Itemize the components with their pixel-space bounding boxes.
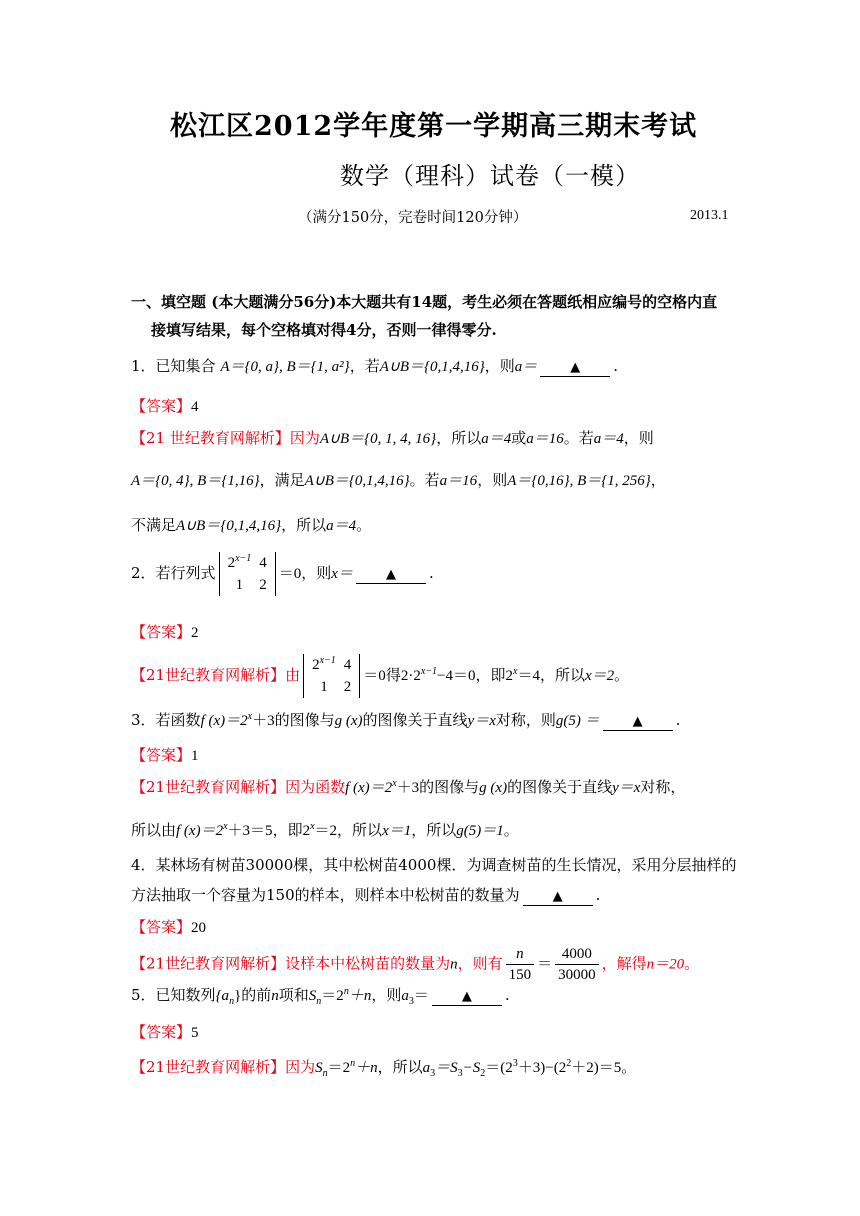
analysis-tag: 【21世纪教育网解析】	[131, 954, 286, 973]
q4-an-f: 。	[684, 954, 700, 973]
det-c: 1	[235, 577, 244, 593]
q2-text-b: ，则	[301, 564, 332, 582]
q4-an-c: ，则有	[457, 954, 503, 973]
q3-an2-e-sup: x	[310, 821, 315, 832]
q3-text-b: 的图像与	[274, 711, 335, 729]
question-4-line2	[131, 885, 600, 906]
frac1-num: n	[506, 944, 535, 965]
q5-end: .	[504, 986, 510, 1004]
q1-analysis-line2	[131, 470, 666, 491]
q2-text-a: 若行列式	[155, 564, 216, 582]
q3-an2-d: ，即	[272, 821, 303, 839]
det-d: 2	[259, 577, 267, 593]
section-intro-line2: 接填写结果，每个空格填对得4分，否则一律得零分.	[151, 321, 497, 339]
q2-determinant	[219, 552, 276, 596]
q3-an2-a: 所以由	[131, 821, 177, 839]
q5-an-h-sub: 2	[480, 1068, 486, 1079]
q3-an1-c: ＋3	[396, 780, 420, 796]
q4-end: .	[595, 886, 601, 904]
blank-triangle-icon: ▲	[632, 714, 643, 729]
q5-an-k: ＋2)＝5	[571, 1060, 622, 1076]
q1-an2-g: A＝{0,16}, B＝{1, 256}	[507, 473, 651, 489]
q3-f-sup: x	[247, 711, 253, 722]
answer-tag: 【答案】	[131, 918, 192, 936]
question-3	[131, 710, 680, 731]
q1-an1-f: a＝16	[526, 431, 564, 447]
q1-an3-d: a＝4	[326, 518, 357, 534]
q1-union: A∪B＝{0,1,4,16}	[379, 359, 485, 375]
q3-text-a: 若函数	[155, 711, 201, 729]
q1-number: 1．	[131, 357, 156, 375]
answer-tag: 【答案】	[131, 746, 192, 764]
q3-an2-e: 2	[302, 823, 311, 839]
q2-an-k: 。	[614, 666, 630, 684]
q2-number: 2．	[131, 564, 156, 582]
q2-an-c: 得	[385, 666, 401, 684]
q1-answer-value: 4	[191, 399, 199, 415]
q2-an-d-sup: x−1	[420, 666, 438, 677]
q5-an-i-sup: 3	[512, 1058, 518, 1069]
q5-an-i: ＝(2	[485, 1060, 513, 1076]
q1-an3-e: 。	[356, 516, 372, 534]
q5-an-b: S	[315, 1060, 323, 1076]
blank-triangle-icon: ▲	[552, 889, 563, 904]
exam-date: 2013.1	[690, 208, 729, 223]
q4-number: 4．	[131, 856, 156, 874]
q4-eq: ＝	[537, 956, 553, 973]
q2-answer-value: 2	[191, 625, 199, 641]
q3-an1-b: f (x)＝2	[345, 780, 393, 796]
q3-answer-blank	[603, 712, 673, 731]
q1-text-c: ，则	[484, 357, 515, 375]
q5-an-j-sup: 2	[566, 1058, 572, 1069]
q1-an2-e: a＝16	[439, 473, 478, 489]
q4-line2: 方法抽取一个容量为150的样本，则样本中松树苗的数量为	[131, 886, 520, 904]
q5-seq-end: }	[234, 988, 242, 1004]
q3-answer	[131, 745, 199, 766]
section-intro-line1: 一、填空题 (本大题满分56分)本大题共有14题，考生必须在答题纸相应编号的空格内直	[131, 293, 718, 311]
q3-analysis-line1	[131, 777, 685, 798]
exam-subtitle: 数学（理科）试卷（一模）	[340, 162, 640, 190]
q3-an2-h: x＝1	[382, 823, 412, 839]
q5-an-f-sub: 3	[430, 1068, 436, 1079]
q4-an-a: 设样本中松树苗的数量为	[285, 954, 451, 973]
q4-answer	[131, 917, 206, 938]
q3-end: .	[675, 711, 681, 729]
q3-an2-f: ＝2	[314, 823, 338, 839]
q1-set-b: , B＝{1, a²}	[279, 359, 350, 375]
analysis-tag: 【21世纪教育网解析】	[131, 1058, 286, 1076]
q1-an1-d: a＝4	[481, 431, 512, 447]
q2-an-g-sup: x	[513, 666, 518, 677]
q3-text-d: 对称，则	[495, 711, 556, 729]
q1-analysis-line1	[131, 428, 654, 449]
q5-an-g-sub: 3	[457, 1068, 463, 1079]
analysis-tag: 【21世纪教育网解析】	[131, 666, 286, 684]
q3-an1-g: y＝x	[612, 780, 641, 796]
exam-title: 松江区2012学年度第一学期高三期末考试	[170, 111, 698, 142]
q4-fraction-2	[555, 944, 599, 985]
det-c: 1	[320, 679, 328, 695]
q1-end: .	[613, 357, 619, 375]
q4-analysis	[131, 944, 699, 985]
q4-an-e: n＝20	[646, 956, 685, 973]
q3-an2-b: f (x)＝2	[176, 823, 224, 839]
q5-ask-sub: 3	[408, 996, 414, 1007]
q3-analysis-line2	[131, 820, 519, 841]
answer-tag: 【答案】	[131, 397, 192, 415]
q5-text-c: 项和	[278, 986, 309, 1004]
q2-ask: x＝	[331, 566, 353, 582]
q3-line: y＝x	[467, 713, 496, 729]
q2-an-determinant	[303, 654, 360, 698]
frac2-num: 4000	[555, 944, 599, 965]
q3-number: 3．	[131, 711, 156, 729]
q3-an1-d: 的图像与	[419, 778, 480, 796]
q3-an1-h: 对称，	[640, 778, 686, 796]
q2-an-f: ，即	[475, 666, 506, 684]
q3-an2-g: ，所以	[337, 821, 383, 839]
q5-answer-blank	[432, 987, 502, 1006]
q2-answer-blank	[356, 565, 426, 584]
blank-triangle-icon: ▲	[570, 360, 581, 375]
q1-an1-a: 因为	[289, 429, 320, 447]
q3-an2-c: ＋3＝5	[227, 823, 273, 839]
q1-text-a: 已知集合	[155, 357, 216, 375]
q5-an-f: a	[422, 1060, 431, 1076]
question-5	[131, 985, 510, 1006]
q2-analysis	[131, 654, 629, 698]
det-a: 2	[312, 657, 320, 673]
q1-an2-h: ，	[650, 471, 666, 489]
q3-text-c: 的图像关于直线	[362, 711, 468, 729]
q5-text-a: 已知数列	[155, 986, 216, 1004]
analysis-tag: 【21 世纪教育网解析】	[131, 429, 290, 447]
q1-an1-g: 。若	[563, 429, 594, 447]
q2-answer	[131, 622, 199, 643]
q2-an-d: 2·2	[400, 668, 421, 684]
q4-fraction-1	[506, 944, 535, 985]
q1-text-b: ，若	[349, 357, 380, 375]
q3-an1-e: g (x)	[479, 780, 508, 796]
q3-answer-value: 1	[191, 748, 199, 764]
question-4-line1	[131, 855, 736, 875]
q1-answer	[131, 396, 199, 417]
analysis-tag: 【21世纪教育网解析】	[131, 778, 286, 796]
q5-an-c-sup: n	[350, 1058, 356, 1069]
frac2-den: 30000	[558, 967, 596, 983]
q2-an-b: ＝0	[363, 668, 386, 684]
q1-analysis-line3	[131, 515, 371, 536]
q5-seq: {a	[215, 988, 230, 1004]
q3-an2-b-sup: x	[223, 821, 228, 832]
q2-an-g: 2	[505, 668, 513, 684]
det-a-exp: x−1	[235, 553, 252, 564]
blank-triangle-icon: ▲	[385, 567, 396, 582]
q3-ask: g(5) ＝	[555, 713, 600, 729]
q3-f-tail: ＋3	[252, 713, 275, 729]
exam-info: （满分150分，完卷时间120分钟）	[298, 210, 528, 226]
q4-an-b: n	[450, 956, 458, 973]
q3-an2-k: 。	[503, 821, 519, 839]
q5-text-b: 的前	[241, 986, 272, 1004]
q1-an3-b: A∪B＝{0,1,4,16}	[176, 518, 282, 534]
blank-triangle-icon: ▲	[461, 989, 472, 1004]
question-2	[131, 552, 434, 596]
q1-an2-a: A＝{0, 4}, B＝{1,16}	[131, 473, 260, 489]
answer-tag: 【答案】	[131, 623, 192, 641]
q1-an2-f: ，则	[477, 471, 508, 489]
q5-an-e: ，所以	[377, 1058, 423, 1076]
q1-answer-blank	[540, 358, 610, 377]
det-d: 2	[343, 679, 352, 695]
q2-eq: ＝0	[278, 566, 302, 582]
q5-an-h: −S	[462, 1060, 481, 1076]
q1-an3-c: ，所以	[281, 516, 327, 534]
q3-an1-f: 的图像关于直线	[507, 778, 613, 796]
q3-an2-i: ，所以	[411, 821, 457, 839]
q5-number: 5．	[131, 986, 156, 1004]
q2-an-h: ＝4	[517, 668, 540, 684]
q5-seq-sub: n	[229, 996, 235, 1007]
q5-S-sub: n	[316, 996, 322, 1007]
question-1	[131, 356, 618, 377]
q4-line1: 某林场有树苗30000棵，其中松树苗4000棵．为调查树苗的生长情况，采用分层抽样的	[155, 856, 737, 874]
det-a: 2	[227, 555, 236, 571]
q5-an-j: ＋3)−(2	[517, 1060, 567, 1076]
q1-an1-h: a＝4	[593, 431, 624, 447]
q5-answer-value: 5	[191, 1025, 199, 1041]
q5-S-sup: n	[343, 986, 349, 997]
det-b: 4	[343, 657, 352, 673]
q4-answer-blank	[523, 887, 593, 906]
q1-set-a: A＝{0, a}	[220, 359, 280, 375]
q3-f: f (x)＝2	[200, 713, 248, 729]
q5-an-c: ＝2	[327, 1060, 351, 1076]
q2-an-i: ，所以	[539, 666, 585, 684]
q5-an-a: 因为	[285, 1058, 316, 1076]
q5-an-b-sub: n	[322, 1068, 328, 1079]
q1-an3-a: 不满足	[131, 516, 177, 534]
q5-S: S	[308, 988, 317, 1004]
q5-ask-eq: ＝	[413, 988, 429, 1004]
q5-an-l: 。	[621, 1058, 637, 1076]
q5-nvar: n	[271, 988, 279, 1004]
q1-an2-d: 。若	[409, 471, 440, 489]
q5-an-g: ＝S	[435, 1060, 458, 1076]
q5-an-d: ＋n	[355, 1060, 378, 1076]
q4-an-d: ，解得	[601, 954, 647, 973]
q2-an-a: 由	[285, 666, 301, 684]
q4-answer-value: 20	[191, 920, 207, 936]
frac1-den: 150	[508, 967, 532, 983]
q3-an1-a: 因为函数	[285, 778, 346, 796]
q1-an1-c: ，所以	[436, 429, 482, 447]
q2-an-e: −4＝0	[437, 668, 476, 684]
q2-an-j: x＝2	[584, 668, 615, 684]
det-b: 4	[259, 555, 267, 571]
q5-analysis	[131, 1057, 636, 1078]
q5-answer	[131, 1022, 199, 1043]
q5-S-tail: ＋n	[348, 988, 372, 1004]
q5-text-d: ，则	[371, 986, 402, 1004]
q1-an2-c: A∪B＝{0,1,4,16}	[304, 473, 410, 489]
q3-an2-j: g(5)＝1	[456, 823, 504, 839]
q1-an1-b: A∪B＝{0, 1, 4, 16}	[319, 431, 437, 447]
q3-an1-b-sup: x	[392, 778, 397, 789]
q3-g: g (x)	[334, 713, 363, 729]
q2-end: .	[428, 564, 434, 582]
q1-an1-e: 或	[511, 429, 527, 447]
q1-ask: a＝	[514, 359, 538, 375]
det-a-exp: x−1	[319, 655, 336, 666]
q5-ask: a	[401, 988, 409, 1004]
q5-S-eq: ＝2	[321, 988, 344, 1004]
q1-an1-i: ，则	[623, 429, 654, 447]
answer-tag: 【答案】	[131, 1023, 192, 1041]
q1-an2-b: ，满足	[259, 471, 305, 489]
